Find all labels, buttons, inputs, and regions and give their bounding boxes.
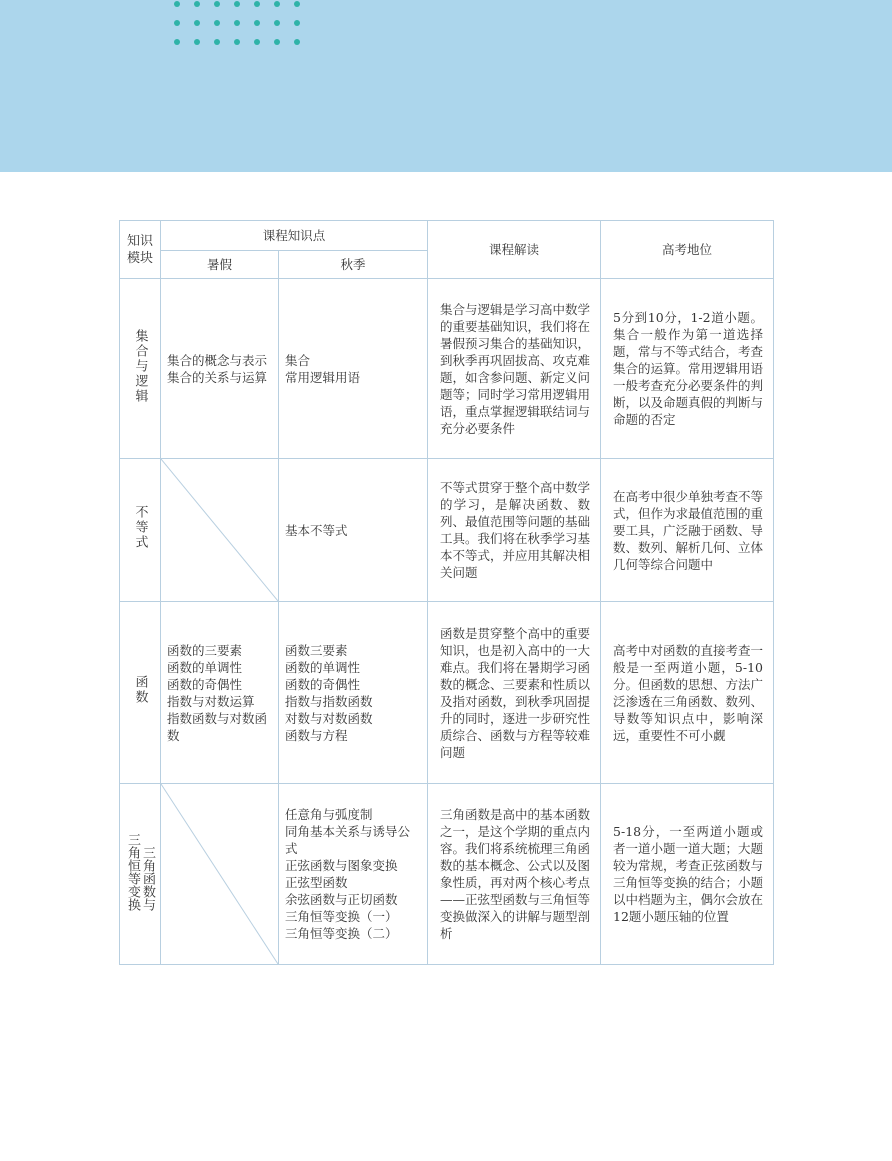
summer-cell-empty xyxy=(161,459,279,602)
autumn-item: 集合 xyxy=(285,352,311,368)
autumn-item: 正弦函数与图象变换 xyxy=(285,858,398,873)
header-points: 课程知识点 xyxy=(161,221,428,251)
autumn-item: 常用逻辑用语 xyxy=(285,369,361,385)
summer-cell xyxy=(161,279,279,459)
table-header-row xyxy=(120,221,774,251)
header-module-label: 知识模块 xyxy=(126,233,153,266)
table-row xyxy=(120,602,774,784)
autumn-cell xyxy=(279,784,428,965)
summer-item: 集合的关系与运算 xyxy=(167,369,268,385)
autumn-item: 余弦函数与正切函数 xyxy=(285,892,398,907)
module-label: 集合与逻辑 xyxy=(132,328,148,404)
decorative-dot xyxy=(174,39,180,45)
decorative-dot xyxy=(194,20,200,26)
reading-cell: 集合与逻辑是学习高中数学的重要基础知识，我们将在暑假预习集合的基础知识，到秋季再巩固拔高、攻克难题，如含参问题、新定义问题等；同时学习常用逻辑用语，重点掌握逻辑联结词与充分必要条件 xyxy=(428,279,601,459)
decorative-dot xyxy=(234,20,240,26)
decorative-dot xyxy=(254,39,260,45)
summer-item: 函数的奇偶性 xyxy=(167,676,243,692)
autumn-cell xyxy=(279,459,428,602)
diagonal-line xyxy=(161,459,278,601)
status-cell: 5分到10分，1-2道小题。集合一般作为第一道选择题，常与不等式结合，考查集合的运算。常用逻辑用语一般考查充分必要条件的判断，以及命题真假的判断与命题的否定 xyxy=(601,279,774,459)
module-cell xyxy=(120,784,161,965)
autumn-cell xyxy=(279,279,428,459)
table-row xyxy=(120,784,774,965)
decorative-dot xyxy=(174,20,180,26)
header-module xyxy=(120,221,161,279)
reading-cell: 三角函数是高中的基本函数之一，是这个学期的重点内容。我们将系统梳理三角函数的基本概念、公式以及图象性质，再对两个核心考点——正弦型函数与三角恒等变换做深入的讲解与题型剖析 xyxy=(428,784,601,965)
summer-item: 函数的单调性 xyxy=(167,659,243,675)
module-cell xyxy=(120,459,161,602)
decorative-dot xyxy=(254,1,260,7)
header-summer: 暑假 xyxy=(161,251,279,279)
status-cell: 在高考中很少单独考查不等式，但作为求最值范围的重要工具，广泛融于函数、导数、数列、解析几何、立体几何等综合问题中 xyxy=(601,459,774,602)
decorative-dot xyxy=(174,1,180,7)
table-row xyxy=(120,279,774,459)
module-cell xyxy=(120,602,161,784)
decorative-dot xyxy=(194,39,200,45)
module-label: 不等式 xyxy=(132,505,148,550)
header-status: 高考地位 xyxy=(601,221,774,279)
module-label: 函数 xyxy=(132,675,148,705)
decorative-dot xyxy=(294,20,300,26)
autumn-item: 同角基本关系与诱导公式 xyxy=(285,824,411,856)
status-cell: 5-18分，一至两道小题或者一道小题一道大题；大题较为常规，考查正弦函数与三角恒等变换的结合；小题以中档题为主，偶尔会放在12题小题压轴的位置 xyxy=(601,784,774,965)
module-label: 三角恒等变换 xyxy=(125,832,140,911)
autumn-item: 函数与方程 xyxy=(285,727,348,743)
decorative-dot xyxy=(254,20,260,26)
header-reading: 课程解读 xyxy=(428,221,601,279)
header-autumn: 秋季 xyxy=(279,251,428,279)
summer-cell-empty xyxy=(161,784,279,965)
diagonal-line xyxy=(161,784,278,964)
decorative-dots xyxy=(174,0,309,50)
summer-item: 函数的三要素 xyxy=(167,642,243,658)
autumn-item: 三角恒等变换（二） xyxy=(285,926,398,941)
table-row xyxy=(120,459,774,602)
autumn-item: 基本不等式 xyxy=(285,522,348,538)
decorative-dot xyxy=(274,39,280,45)
reading-cell: 函数是贯穿整个高中的重要知识，也是初入高中的一大难点。我们将在暑期学习函数的概念、三要素和性质以及指对函数，到秋季巩固提升的同时，逐进一步研究性质综合、函数与方程等较难问题 xyxy=(428,602,601,784)
autumn-item: 任意角与弧度制 xyxy=(285,807,373,822)
decorative-dot xyxy=(274,1,280,7)
summer-cell xyxy=(161,602,279,784)
reading-cell: 不等式贯穿于整个高中数学的学习，是解决函数、数列、最值范围等问题的基础工具。我们将在秋季学习基本不等式，并应用其解决相关问题 xyxy=(428,459,601,602)
autumn-item: 函数的单调性 xyxy=(285,659,361,675)
autumn-item: 对数与对数函数 xyxy=(285,710,373,726)
decorative-dot xyxy=(214,20,220,26)
summer-item: 指数函数与对数函数 xyxy=(167,710,268,743)
autumn-item: 三角恒等变换（一） xyxy=(285,909,398,924)
status-cell: 高考中对函数的直接考查一般是一至两道小题，5-10分。但函数的思想、方法广泛渗透在三角函数、数列、导数等知识点中，影响深远，重要性不可小觑 xyxy=(601,602,774,784)
summer-item: 集合的概念与表示 xyxy=(167,352,268,368)
module-cell xyxy=(120,279,161,459)
decorative-dot xyxy=(234,1,240,7)
decorative-dot xyxy=(214,1,220,7)
header-banner xyxy=(0,0,892,172)
autumn-cell xyxy=(279,602,428,784)
summer-item: 指数与对数运算 xyxy=(167,693,255,709)
decorative-dot xyxy=(194,1,200,7)
autumn-item: 正弦型函数 xyxy=(285,875,348,890)
decorative-dot xyxy=(294,1,300,7)
course-table xyxy=(119,220,774,965)
autumn-item: 函数的奇偶性 xyxy=(285,676,361,692)
decorative-dot xyxy=(214,39,220,45)
module-label: 三角函数与 xyxy=(140,845,155,911)
autumn-item: 指数与指数函数 xyxy=(285,693,373,709)
decorative-dot xyxy=(294,39,300,45)
decorative-dot xyxy=(234,39,240,45)
autumn-item: 函数三要素 xyxy=(285,642,348,658)
decorative-dot xyxy=(274,20,280,26)
